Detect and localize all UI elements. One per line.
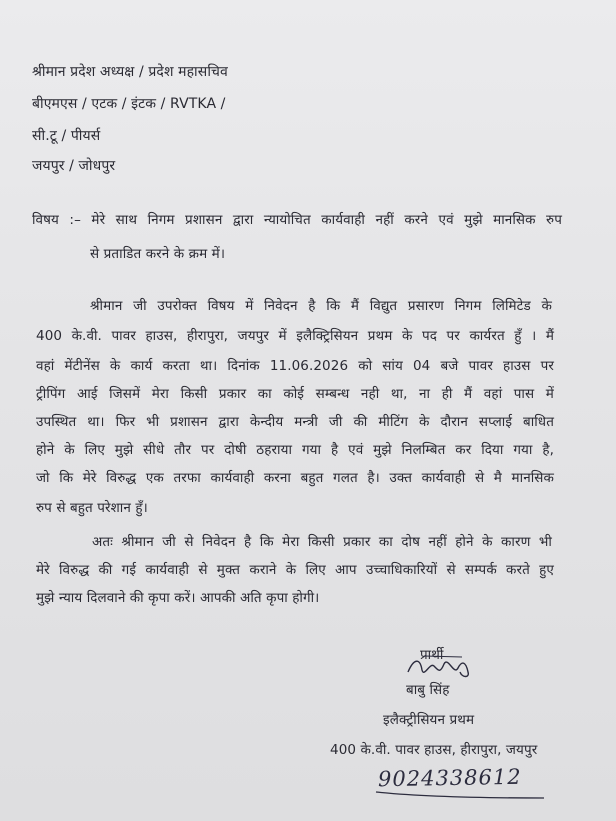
signature-name: बाबु सिंह [406,682,450,698]
body-p1-line-7: जो कि मेरे विरुद्ध एक तरफा कार्यवाही करना बहुत गलत है। उक्त कार्यवाही से मै मानसिक [36,470,554,486]
body-p1-line-5: उपस्थित था। फिर भी प्रशासन द्वारा केन्दीय मन्त्री जी की मीटिंग के दौरान सप्लाई बाधित [36,414,554,430]
body-p2-line-1: अतः श्रीमान जी से निवेदन है कि मेरा किसी प्रकार का दोष नहीं होने के कारण भी [92,534,552,550]
body-p2-line-3: मुझे न्याय दिलवाने की कृपा करें। आपकी अति कृपा होगी। [36,590,320,606]
subject-line-1: विषय :– मेरे साथ निगम प्रशासन द्वारा न्यायोचित कार्यवाही नहीं करने एवं मुझे मानसिक रुप [32,212,562,228]
body-p1-line-8: रुप से बहुत परेशान हुँ। [36,500,148,516]
body-p1-line-3: वहां मेंटीनेंस के कार्य करता था। दिनांक 11.06.2026 को सांय 04 बजे पावर हाउस पर [36,358,554,374]
body-p2-line-2: मेरे विरुद्ध की गई कार्यवाही से मुक्त कराने के लिए आप उच्चाधिकारियों से सम्पर्क करते हुए [36,562,554,578]
subject-line-2: से प्रताडित करने के क्रम में। [90,246,226,262]
address-line-2: बीएमएस / एटक / इंटक / RVTKA / [32,96,226,112]
body-p1-line-4: ट्रीपिंग आई जिसमें मेरा किसी प्रकार का कोई सम्बन्ध नही था, ना ही मैं वहां पास में [36,386,554,402]
body-p1-line-1: श्रीमान जी उपरोक्त विषय में निवेदन है कि मैं विद्युत प्रसारण निगम लिमिटेड के [90,298,552,314]
signature-label: प्रार्थी [420,647,444,663]
body-p1-line-6: होने के लिए मुझे सीधे तौर पर दोषी ठहराया गया है एवं मुझे निलम्बित कर दिया गया है, [36,442,554,458]
body-p1-line-2: 400 के.वी. पावर हाउस, हीरापुरा, जयपुर में इलैक्ट्रिसियन प्रथम के पद पर कार्यरत हुँ । मैं [36,328,554,344]
phone-underline-stroke [374,786,548,800]
address-line-4: जयपुर / जोधपुर [32,158,116,174]
signature-office: 400 के.वी. पावर हाउस, हीरापुरा, जयपुर [330,742,538,758]
signature-scribble [404,652,474,682]
address-line-3: सी.टू / पीयर्स [32,128,101,144]
signature-designation: इलैक्ट्रीसियन प्रथम [383,712,475,728]
handwritten-phone: 9024338612 [377,764,522,792]
address-line-1: श्रीमान प्रदेश अध्यक्ष / प्रदेश महासचिव [32,64,228,80]
